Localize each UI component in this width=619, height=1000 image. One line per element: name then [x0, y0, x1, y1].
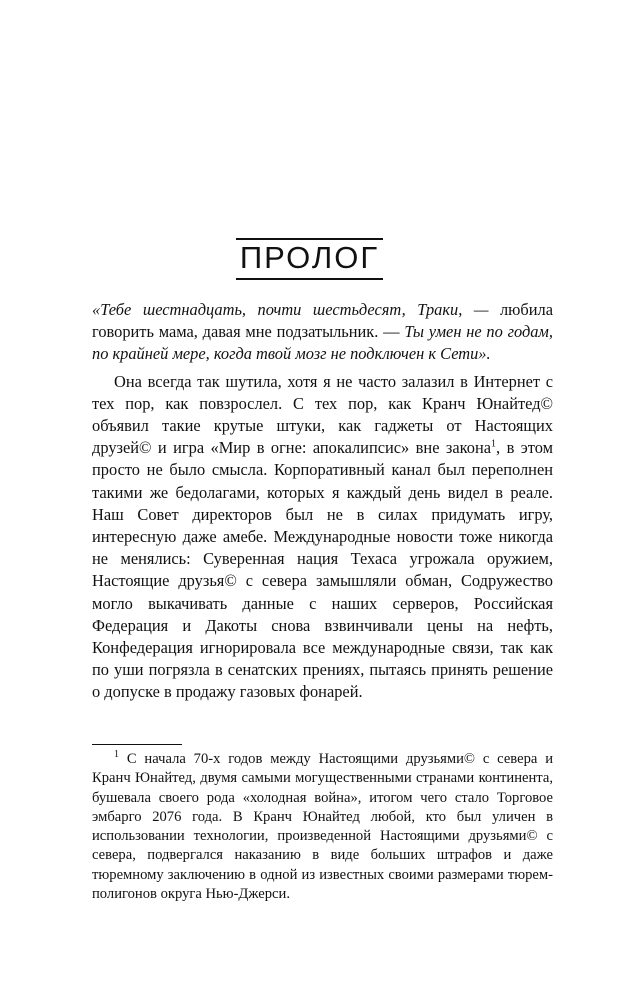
footnote-divider: [92, 744, 182, 745]
epigraph-quote-start: «Тебе шестнадцать, почти шестьдесят, Траки, —: [92, 300, 489, 319]
paragraph-text-end: , в этом просто не было смысла. Корпоративный канал был переполнен такими же бедолагами, которых я каждый день видел в реале. Наш Совет директоров был не в силах придумать игру, интересную даже амебе. Международные новости тоже никогда не менялись: Суверенная нация Техаса угрожала оружием, Настоящие друзья© с севера замышляли обман, Содружество могло выкачивать данные с наших серверов, Российская Федерация и Дакоты снова взвинчивали цены на нефть, Конфедерация игнорировала все международные связи, так как по уши погрязла в сенатских прениях, пытаясь принять решение о допуске в продажу газовых фонарей.: [92, 438, 553, 702]
epigraph: [92, 299, 553, 366]
chapter-title: ПРОЛОГ: [236, 238, 383, 280]
footnote: [92, 750, 553, 904]
footnote-text: С начала 70-х годов между Настоящими друзьями© с севера и Кранч Юнайтед, двумя самыми могущественными странами континента, бушевала своего рода «холодная война», итогом чего стало Торговое эмбарго 2076 года. В Кранч Юнайтед любой, кто был уличен в использовании технологии, произведенной Настоящими друзьями© с севера, подвергался наказанию в виде больших штрафов и даже тюремному заключению в одной из известных своими размерами тюрем-полигонов округа Нью-Джерси.: [92, 751, 553, 903]
footnote-reference[interactable]: 1: [491, 438, 497, 450]
body-text: [92, 299, 553, 704]
paragraph-text-start: Она всегда так шутила, хотя я не часто залазил в Интернет с тех пор, как повзрослел. С тех пор, как Кранч Юнайтед© объявил такие крутые штуки, как гаджеты от Настоящих друзей© и игра «Мир в огне: апокалипсис» вне закона: [92, 371, 553, 458]
body-paragraph: [92, 371, 553, 704]
epigraph-quote-end: Ты умен не по годам, по крайней мере, когда твой мозг не подключен к Сети».: [92, 322, 553, 364]
epigraph-attribution: любила говорить мама, давая мне подзатыльник. —: [92, 300, 553, 342]
footnote-mark: 1: [114, 749, 119, 761]
chapter-heading: [0, 238, 619, 280]
